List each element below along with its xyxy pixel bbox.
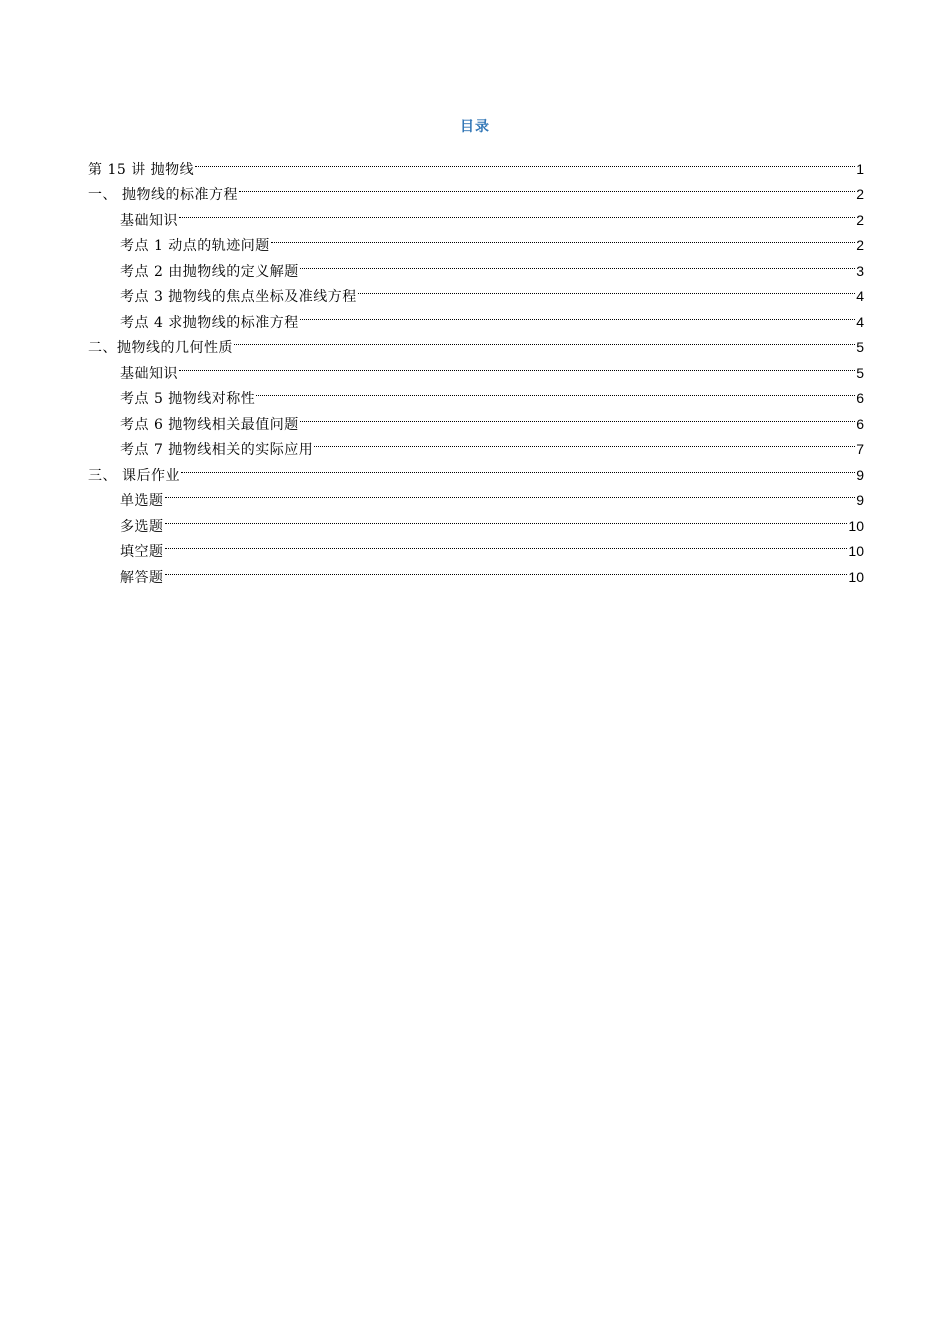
toc-entry-label: 考点 3 抛物线的焦点坐标及准线方程 <box>120 289 357 305</box>
toc-entry-page-number: 9 <box>856 492 864 508</box>
toc-entry[interactable] <box>88 225 864 254</box>
toc-entry[interactable] <box>88 148 864 178</box>
toc-entry[interactable] <box>88 480 864 509</box>
toc-entry-page-number: 4 <box>856 313 864 330</box>
toc-dot-leader <box>165 556 848 582</box>
toc-entry-label: 第 15 讲 抛物线 <box>88 161 195 178</box>
toc-entry-label: 考点 2 由抛物线的定义解题 <box>120 263 299 280</box>
toc-list <box>88 148 864 586</box>
toc-entry-page-number: 2 <box>856 186 864 202</box>
toc-entry[interactable] <box>88 531 864 560</box>
toc-entry-label: 单选题 <box>120 493 164 509</box>
toc-dot-leader <box>239 174 855 200</box>
toc-entry-label: 考点 5 抛物线对称性 <box>120 391 256 407</box>
toc-dot-leader <box>165 531 848 557</box>
toc-dot-leader <box>195 148 855 174</box>
toc-entry-label: 三、 课后作业 <box>88 467 180 484</box>
toc-entry-page-number: 4 <box>856 288 864 304</box>
toc-entry-page-number: 3 <box>856 262 864 279</box>
toc-entry-label: 考点 7 抛物线相关的实际应用 <box>120 442 314 458</box>
toc-entry-page-number: 10 <box>848 568 864 585</box>
toc-dot-leader <box>300 301 855 327</box>
toc-entry-page-number: 6 <box>856 415 864 432</box>
toc-entry[interactable] <box>88 454 864 484</box>
toc-entry[interactable] <box>88 199 864 229</box>
toc-entry[interactable] <box>88 352 864 382</box>
toc-entry-label: 解答题 <box>120 569 164 586</box>
toc-entry[interactable] <box>88 378 864 407</box>
toc-entry-page-number: 2 <box>856 211 864 228</box>
toc-entry-page-number: 5 <box>856 364 864 381</box>
toc-dot-leader <box>358 276 855 302</box>
toc-entry-label: 一、 抛物线的标准方程 <box>88 187 238 203</box>
toc-dot-leader <box>271 225 855 251</box>
toc-dot-leader <box>179 199 855 225</box>
toc-dot-leader <box>165 480 856 506</box>
toc-dot-leader <box>300 250 855 276</box>
toc-entry-label: 考点 1 动点的轨迹问题 <box>120 238 270 254</box>
toc-title: 目录 <box>460 119 490 135</box>
toc-entry[interactable] <box>88 556 864 586</box>
toc-entry-label: 二、抛物线的几何性质 <box>88 340 233 356</box>
toc-entry-label: 考点 4 求抛物线的标准方程 <box>120 314 299 331</box>
toc-dot-leader <box>300 403 855 429</box>
toc-entry[interactable] <box>88 505 864 535</box>
toc-entry-label: 基础知识 <box>120 365 178 382</box>
toc-entry-page-number: 7 <box>856 441 864 457</box>
toc-entry-page-number: 9 <box>856 466 864 483</box>
toc-entry-page-number: 5 <box>856 339 864 355</box>
toc-dot-leader <box>234 327 855 353</box>
toc-entry-label: 填空题 <box>120 544 164 560</box>
toc-dot-leader <box>165 505 848 531</box>
toc-dot-leader <box>314 429 855 455</box>
toc-entry-label: 考点 6 抛物线相关最值问题 <box>120 416 299 433</box>
toc-entry-page-number: 6 <box>856 390 864 406</box>
toc-entry-page-number: 2 <box>856 237 864 253</box>
toc-entry-page-number: 1 <box>856 160 864 177</box>
toc-entry[interactable] <box>88 174 864 203</box>
toc-entry-label: 多选题 <box>120 518 164 535</box>
toc-dot-leader <box>256 378 855 404</box>
toc-entry-page-number: 10 <box>848 543 864 559</box>
toc-entry-page-number: 10 <box>848 517 864 534</box>
toc-dot-leader <box>179 352 855 378</box>
toc-dot-leader <box>181 454 855 480</box>
toc-entry-label: 基础知识 <box>120 212 178 229</box>
